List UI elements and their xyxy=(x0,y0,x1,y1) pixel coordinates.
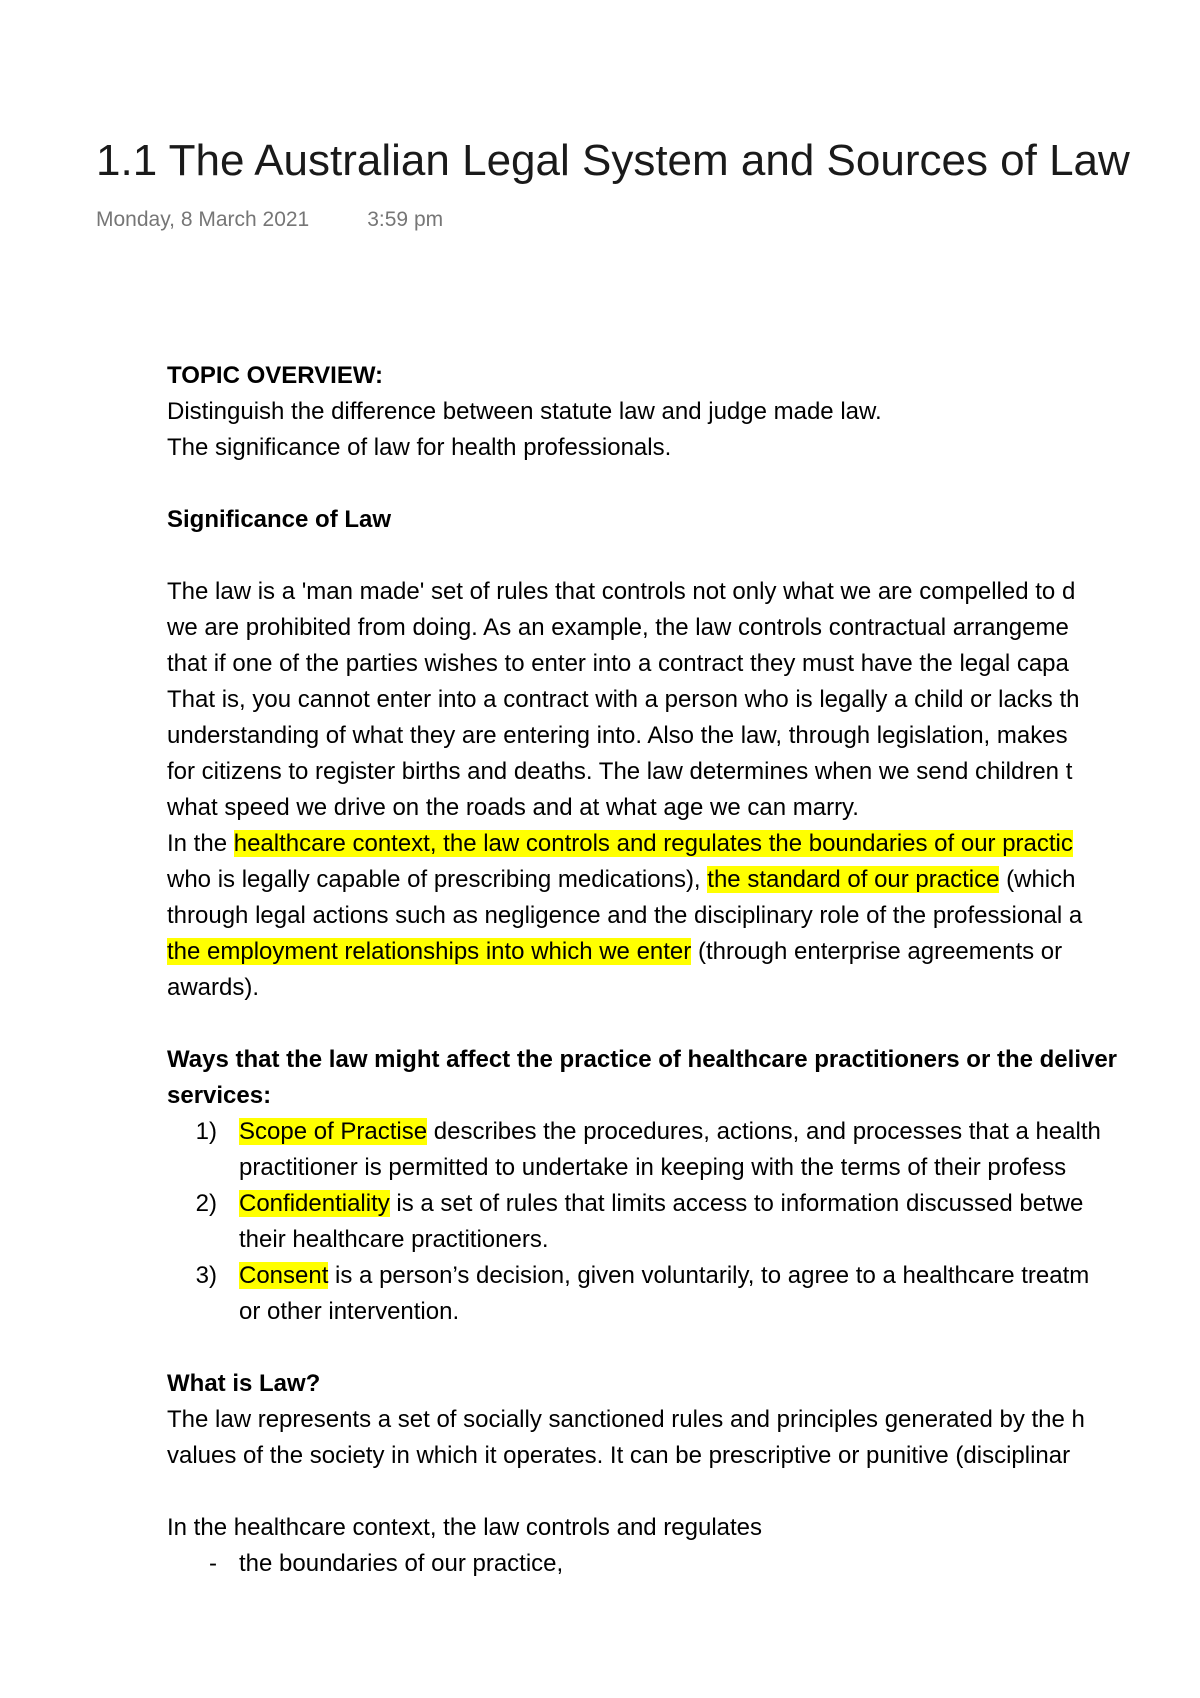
significance-line: understanding of what they are entering into. Also the law, through legislation, makes xyxy=(167,722,1068,749)
text-run: is a set of rules that limits access to information discussed betwe xyxy=(389,1190,1084,1217)
significance-line: That is, you cannot enter into a contract with a person who is legally a child or lacks th xyxy=(167,686,1080,713)
note-body xyxy=(167,358,1200,1582)
healthcare-context-line: awards). xyxy=(167,974,260,1001)
highlighted-term: Confidentiality xyxy=(239,1190,390,1217)
ways-heading: Ways that the law might affect the practice of healthcare practitioners or the deliver xyxy=(167,1046,1118,1073)
bullet-marker: - xyxy=(209,1550,217,1577)
healthcare-context-line xyxy=(167,826,1200,862)
list-item xyxy=(167,1114,1200,1150)
healthcare-context-line xyxy=(167,862,1200,898)
list-item xyxy=(167,1258,1200,1294)
text-run: describes the procedures, actions, and processes that a health xyxy=(427,1118,1101,1145)
overview-line: Distinguish the difference between statute law and judge made law. xyxy=(167,398,882,425)
list-item-continuation: practitioner is permitted to undertake in keeping with the terms of their profess xyxy=(239,1154,1067,1181)
healthcare-context-line: through legal actions such as negligence and the disciplinary role of the professional a xyxy=(167,902,1083,929)
list-item-continuation: or other intervention. xyxy=(239,1298,460,1325)
ways-heading: services: xyxy=(167,1082,272,1109)
bullet-text: the boundaries of our practice, xyxy=(239,1550,564,1577)
what-is-law-line: The law represents a set of socially sanctioned rules and principles generated by the h xyxy=(167,1406,1085,1433)
list-number: 3) xyxy=(195,1262,217,1289)
list-text xyxy=(239,1258,1089,1294)
text-run: (through enterprise agreements or xyxy=(691,938,1063,965)
highlighted-text: healthcare context, the law controls and regulates the boundaries of our practic xyxy=(233,830,1073,857)
note-time: 3:59 pm xyxy=(367,208,444,231)
list-item xyxy=(167,1186,1200,1222)
highlighted-term: Scope of Practise xyxy=(239,1118,428,1145)
note-timestamp xyxy=(96,208,443,232)
text-run: In the xyxy=(167,830,234,857)
overview-heading: TOPIC OVERVIEW: xyxy=(167,362,384,389)
significance-heading: Significance of Law xyxy=(167,506,392,533)
overview-line: The significance of law for health professionals. xyxy=(167,434,672,461)
note-date: Monday, 8 March 2021 xyxy=(96,208,310,231)
what-is-law-heading: What is Law? xyxy=(167,1370,321,1397)
significance-line: for citizens to register births and deaths. The law determines when we send children t xyxy=(167,758,1073,785)
highlighted-text: the standard of our practice xyxy=(707,866,1000,893)
highlighted-text: the employment relationships into which we enter xyxy=(167,938,692,965)
list-text xyxy=(239,1186,1083,1222)
text-run: is a person’s decision, given voluntarily, to agree to a healthcare treatm xyxy=(328,1262,1090,1289)
text-run: who is legally capable of prescribing medications), xyxy=(167,866,701,893)
list-item-continuation: their healthcare practitioners. xyxy=(239,1226,549,1253)
significance-line: we are prohibited from doing. As an example, the law controls contractual arrangeme xyxy=(167,614,1069,641)
significance-line: The law is a 'man made' set of rules that controls not only what we are compelled to d xyxy=(167,578,1076,605)
list-number: 2) xyxy=(195,1190,217,1217)
list-text xyxy=(239,1114,1101,1150)
healthcare-context-line xyxy=(167,934,1200,970)
healthcare-intro: In the healthcare context, the law controls and regulates xyxy=(167,1514,763,1541)
what-is-law-line: values of the society in which it operates. It can be prescriptive or punitive (disciplinar xyxy=(167,1442,1071,1469)
significance-line: what speed we drive on the roads and at what age we can marry. xyxy=(167,794,859,821)
list-number: 1) xyxy=(195,1118,217,1145)
page-title: 1.1 The Australian Legal System and Sources of Law xyxy=(96,136,1130,185)
highlighted-term: Consent xyxy=(239,1262,329,1289)
bullet-item xyxy=(167,1546,1200,1582)
significance-line: that if one of the parties wishes to enter into a contract they must have the legal capa xyxy=(167,650,1069,677)
text-run: (which xyxy=(999,866,1076,893)
